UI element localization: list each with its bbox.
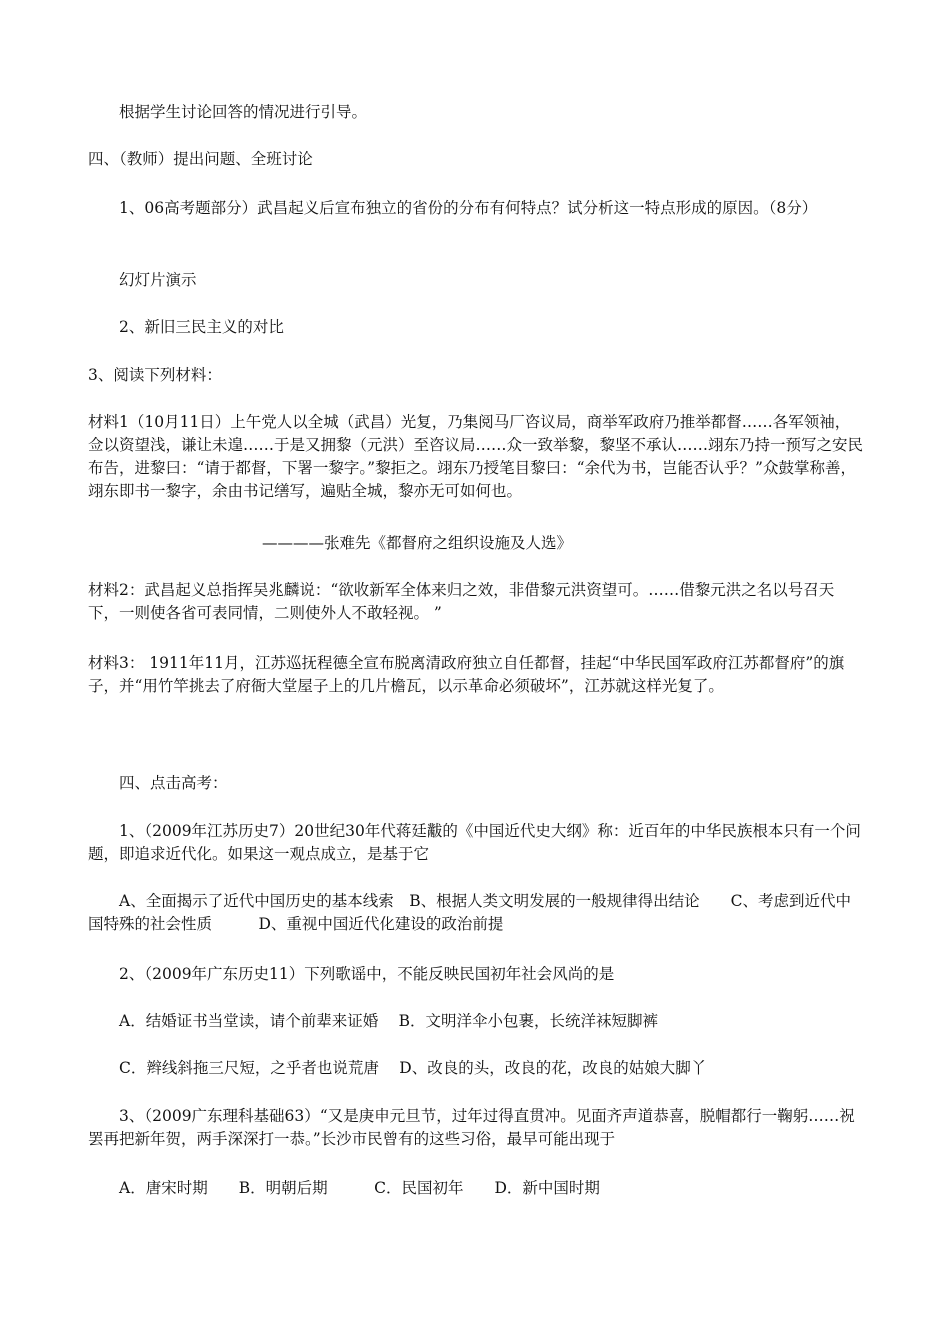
- exam-3-question: 3、（2009广东理科基础63）“又是庚申元旦节，过年过得直贯冲。见面齐声道恭喜，脱帽都行一鞠躬……祝罢再把新年贺，两手深深打一恭。”长沙市民曾有的这些习俗，最早可能出现于: [88, 1107, 855, 1148]
- section-4b-heading: 四、点击高考：: [119, 774, 228, 792]
- exam-1-question: 1、（2009年江苏历史7）20世纪30年代蒋廷黻的《中国近代史大纲》称：近百年的中华民族根本只有一个问题，即追求近代化。如果这一观点成立，是基于它: [88, 822, 861, 863]
- exam-2-options-cd: C．辫线斜拖三尺短，之乎者也说荒唐 D、改良的头，改良的花，改良的姑娘大脚丫: [119, 1059, 707, 1077]
- question-2-text: 2、新旧三民主义的对比: [119, 318, 284, 336]
- material-3-text: 材料3： 1911年11月，江苏巡抚程德全宣布脱离清政府独立自任都督，挂起“中华民国军政府江苏都督府”的旗子，并“用竹竿挑去了府衙大堂屋子上的几片檐瓦，以示革命必须破坏”，江苏就这样光复了。: [88, 654, 845, 695]
- exam-2-question: 2、（2009年广东历史11）下列歌谣中，不能反映民国初年社会风尚的是: [119, 965, 615, 983]
- question-3-heading: 3、阅读下列材料：: [88, 366, 222, 384]
- exam-3-options: A．唐宋时期 B．明朝后期 C．民国初年 D．新中国时期: [119, 1179, 600, 1197]
- intro-guidance-text: 根据学生讨论回答的情况进行引导。: [119, 103, 368, 121]
- exam-1-options: A、全面揭示了近代中国历史的基本线索 B、根据人类文明发展的一般规律得出结论 C、考虑到近代中国特殊的社会性质 D、重视中国近代化建设的政治前提: [88, 892, 851, 933]
- material-2-text: 材料2：武昌起义总指挥吴兆麟说：“欲收新军全体来归之效，非借黎元洪资望可。……借黎元洪之名以号召天下，一则使各省可表同情，二则使外人不敢轻视。 ”: [88, 581, 835, 622]
- slide-demo-text: 幻灯片演示: [119, 271, 197, 289]
- section-4-heading: 四、（教师）提出问题、全班讨论: [88, 150, 313, 168]
- material-1-text: 材料1（10月11日）上午党人以全城（武昌）光复，乃集阅马厂咨议局，商举军政府乃推举都督……各军领袖，佥以资望浅，谦让未遑……于是又拥黎（元洪）至咨议局……众一致举黎，黎坚不承认……翊东乃持一预写之安民布告，进黎曰：“请于都督，下署一黎字。”黎拒之。翊东乃授笔目黎曰：“余代为书，岂能否认乎？”众鼓掌称善，翊东即书一黎字，余由书记缮写，遍贴全城，黎亦无可如何也。: [88, 413, 864, 500]
- question-1-text: 1、06高考题部分）武昌起义后宣布独立的省份的分布有何特点？试分析这一特点形成的原因。（8分）: [119, 199, 818, 217]
- exam-2-options-ab: A．结婚证书当堂读，请个前辈来证婚 B．文明洋伞小包裹，长统洋袜短脚裤: [119, 1012, 659, 1030]
- material-1-source: ————张难先《都督府之组织设施及人选》: [262, 534, 573, 552]
